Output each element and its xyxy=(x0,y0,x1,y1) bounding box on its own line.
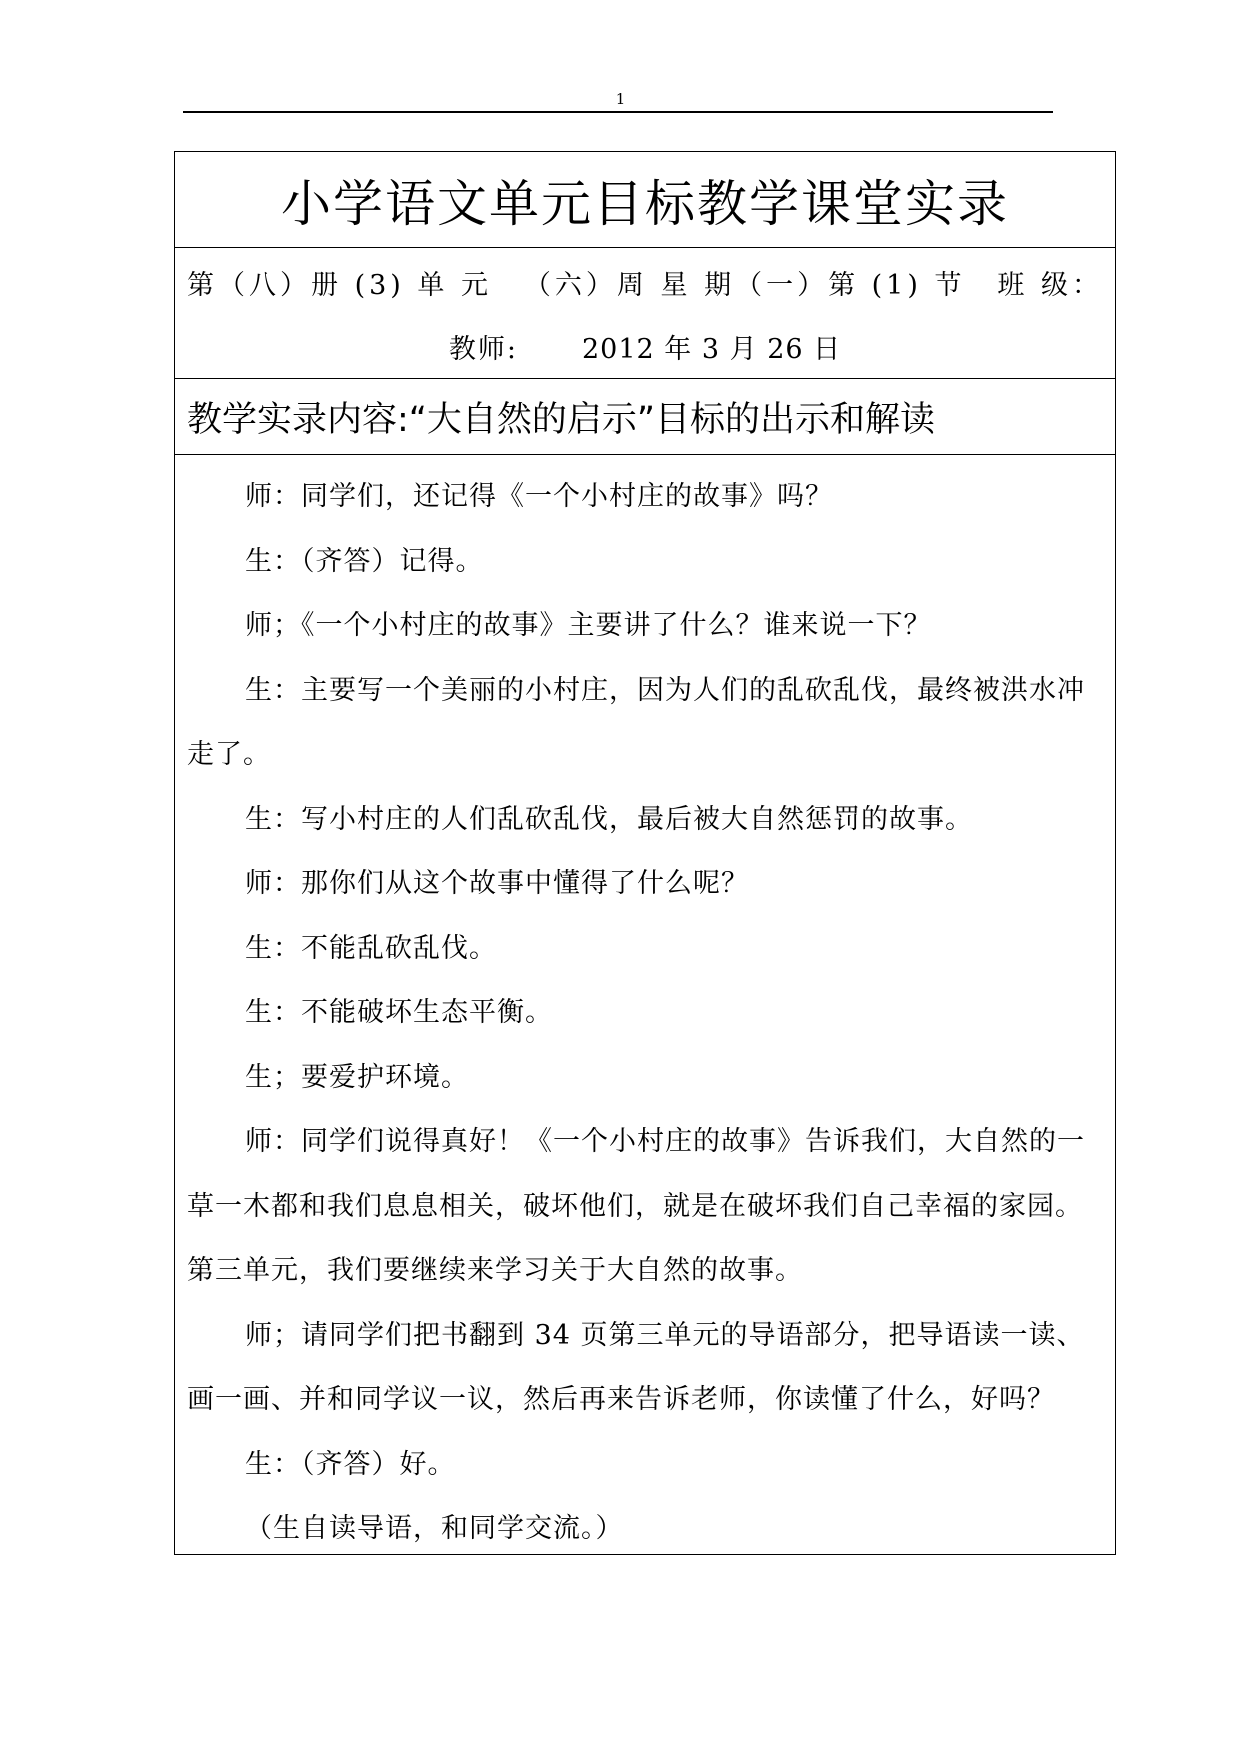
info-line-2 xyxy=(175,326,1115,366)
transcript-body xyxy=(175,455,1115,1562)
transcript-paragraph: 生：（齐答）记得。 xyxy=(245,545,484,577)
transcript-paragraph: 师：同学们，还记得《一个小村庄的故事》吗？ xyxy=(245,481,833,512)
header-rule xyxy=(183,111,1053,113)
content-title: 教学实录内容:“大自然的启示”目标的出示和解读 xyxy=(187,399,936,440)
transcript-paragraph: （生自读导语，和同学交流。） xyxy=(245,1513,624,1544)
transcript-paragraph: 师；请同学们把书翻到 34 页第三单元的导语部分，把导语读一读、画一画、并和同学议一议，然后再来告诉老师，你读懂了什么，好吗？ xyxy=(187,1319,1085,1415)
content-title-cell xyxy=(175,379,1115,455)
record-date: 2012 年 3 月 26 日 xyxy=(581,333,842,365)
class-label: 班 级： xyxy=(997,269,1103,301)
teacher-label: 教师: xyxy=(448,333,518,365)
info-line-1 xyxy=(187,262,1103,302)
transcript-paragraph: 生：不能乱砍乱伐。 xyxy=(245,932,497,964)
transcript-paragraph: 生：主要写一个美丽的小村庄，因为人们的乱砍乱伐，最终被洪水冲走了。 xyxy=(187,674,1085,770)
info-cell xyxy=(175,248,1115,379)
transcript-paragraph: 生：（齐答）好。 xyxy=(245,1448,456,1480)
page-number: 1 xyxy=(615,90,626,108)
week-day-period: （六）周 星 期（一）第 (1) 节 xyxy=(523,269,966,301)
title-cell xyxy=(175,152,1115,248)
transcript-paragraph: 师：同学们说得真好！《一个小村庄的故事》告诉我们，大自然的一草一木都和我们息息相关，破坏他们，就是在破坏我们自己幸福的家园。第三单元，我们要继续来学习关于大自然的故事。 xyxy=(187,1126,1085,1286)
transcript-paragraph: 生；要爱护环境。 xyxy=(245,1061,469,1093)
transcript-paragraph: 师：那你们从这个故事中懂得了什么呢？ xyxy=(245,868,749,899)
transcript-paragraph: 师；《一个小村庄的故事》主要讲了什么？谁来说一下？ xyxy=(245,610,932,641)
transcript-paragraph: 生：不能破坏生态平衡。 xyxy=(245,997,553,1028)
transcript-paragraph: 生：写小村庄的人们乱砍乱伐，最后被大自然惩罚的故事。 xyxy=(245,803,973,835)
volume-unit: 第（八）册 (3) 单 元 xyxy=(187,269,492,301)
record-table xyxy=(174,151,1116,1555)
document-title: 小学语文单元目标教学课堂实录 xyxy=(281,174,1009,233)
